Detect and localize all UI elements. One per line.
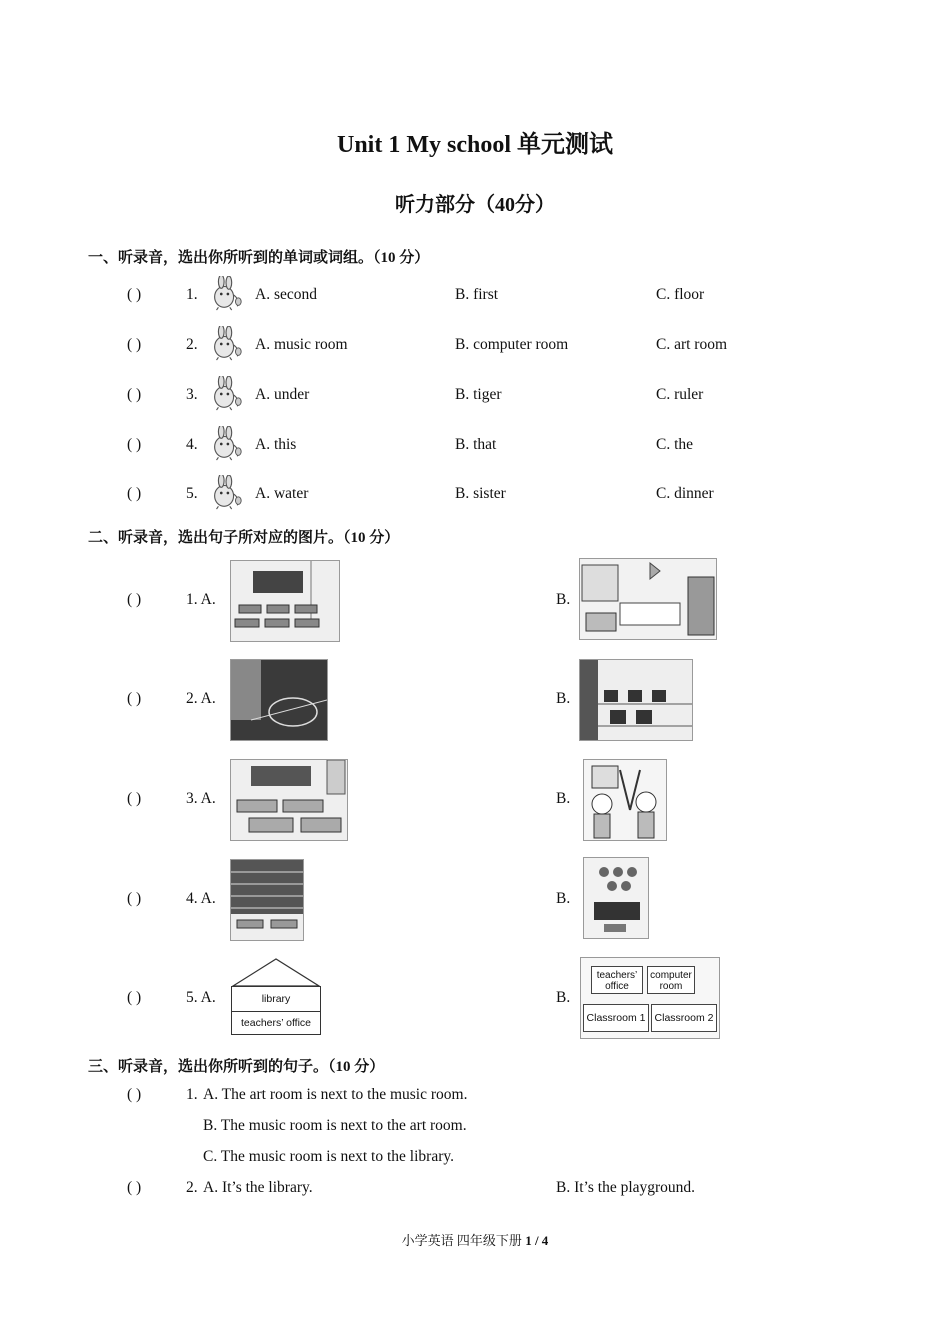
option-c: C. floor (656, 286, 705, 303)
bunny-listening-icon (208, 475, 244, 511)
item-number: 2. (186, 1179, 198, 1196)
option-b-label: B. (556, 591, 571, 608)
item-number: 4. A. (186, 890, 216, 907)
option-b-label: B. (556, 890, 571, 907)
item-number: 2. (186, 336, 198, 353)
answer-paren[interactable]: ( ) (127, 690, 142, 707)
answer-paren[interactable]: ( ) (127, 1179, 142, 1196)
option-a: A. The art room is next to the music room. (203, 1086, 468, 1103)
bedroom-picture[interactable] (579, 558, 717, 640)
building-label-library: library (231, 986, 321, 1012)
option-b: B. sister (455, 485, 506, 502)
option-b: B. It’s the playground. (556, 1179, 696, 1196)
art-room-picture[interactable] (583, 759, 667, 841)
section-1-heading: 一、听录音，选出你所听到的单词或词组。（10 分） (88, 250, 430, 266)
item-number: 1. (186, 1086, 198, 1103)
option-b: B. computer room (455, 336, 569, 353)
bunny-listening-icon (208, 326, 244, 362)
item-number: 3. (186, 386, 198, 403)
option-b-label: B. (556, 989, 571, 1006)
item-number: 3. A. (186, 790, 216, 807)
page-footer (0, 1230, 950, 1249)
option-b: B. that (455, 436, 497, 453)
page-number: 1 / 4 (525, 1233, 549, 1248)
option-b-label: B. (556, 790, 571, 807)
option-b: B. The music room is next to the art room. (203, 1117, 467, 1134)
listening-subtitle: 听力部分（40分） (395, 194, 555, 216)
option-c: C. the (656, 436, 694, 453)
item-number: 5. A. (186, 989, 216, 1006)
option-a: A. water (255, 485, 309, 502)
classroom-desks-picture[interactable] (230, 759, 348, 841)
item-number: 5. (186, 485, 198, 502)
option-b-label: B. (556, 690, 571, 707)
building-a-picture[interactable] (231, 957, 321, 1035)
option-b: B. tiger (455, 386, 502, 403)
building-label-classroom-2: Classroom 2 (651, 1004, 717, 1032)
answer-paren[interactable]: ( ) (127, 790, 142, 807)
option-a: A. this (255, 436, 297, 453)
section-2-heading: 二、听录音，选出句子所对应的图片。（10 分） (88, 530, 400, 546)
option-b: B. first (455, 286, 499, 303)
option-c: C. ruler (656, 386, 704, 403)
page-title: Unit 1 My school 单元测试 (337, 132, 613, 158)
option-c: C. dinner (656, 485, 714, 502)
answer-paren[interactable]: ( ) (127, 591, 142, 608)
roof-shape (231, 957, 321, 987)
bunny-listening-icon (208, 376, 244, 412)
section-3-heading: 三、听录音，选出你所听到的句子。（10 分） (88, 1059, 385, 1075)
library-picture[interactable] (230, 859, 304, 941)
answer-paren[interactable]: ( ) (127, 336, 142, 353)
item-number: 4. (186, 436, 198, 453)
footer-text: 小学英语 四年级下册 (401, 1233, 526, 1248)
building-b-picture[interactable] (580, 957, 720, 1039)
option-c: C. The music room is next to the library. (203, 1148, 454, 1165)
music-room-picture[interactable] (583, 857, 649, 939)
answer-paren[interactable]: ( ) (127, 1086, 142, 1103)
option-a: A. second (255, 286, 317, 303)
building-label-classroom-1: Classroom 1 (583, 1004, 649, 1032)
answer-paren[interactable]: ( ) (127, 386, 142, 403)
building-label-teachers-office: teachers’ office (591, 966, 643, 994)
answer-paren[interactable]: ( ) (127, 436, 142, 453)
option-c: C. art room (656, 336, 728, 353)
option-a: A. under (255, 386, 310, 403)
answer-paren[interactable]: ( ) (127, 286, 142, 303)
item-number: 1. (186, 286, 198, 303)
answer-paren[interactable]: ( ) (127, 989, 142, 1006)
computer-room-picture[interactable] (579, 659, 693, 741)
item-number: 2. A. (186, 690, 216, 707)
option-a: A. music room (255, 336, 348, 353)
item-number: 1. A. (186, 591, 216, 608)
classroom-picture[interactable] (230, 560, 340, 642)
bunny-listening-icon (208, 276, 244, 312)
answer-paren[interactable]: ( ) (127, 485, 142, 502)
option-a: A. It’s the library. (203, 1179, 313, 1196)
answer-paren[interactable]: ( ) (127, 890, 142, 907)
gym-picture[interactable] (230, 659, 328, 741)
building-label-teachers-office: teachers’ office (231, 1011, 321, 1035)
bunny-listening-icon (208, 426, 244, 462)
building-label-computer-room: computer room (647, 966, 695, 994)
